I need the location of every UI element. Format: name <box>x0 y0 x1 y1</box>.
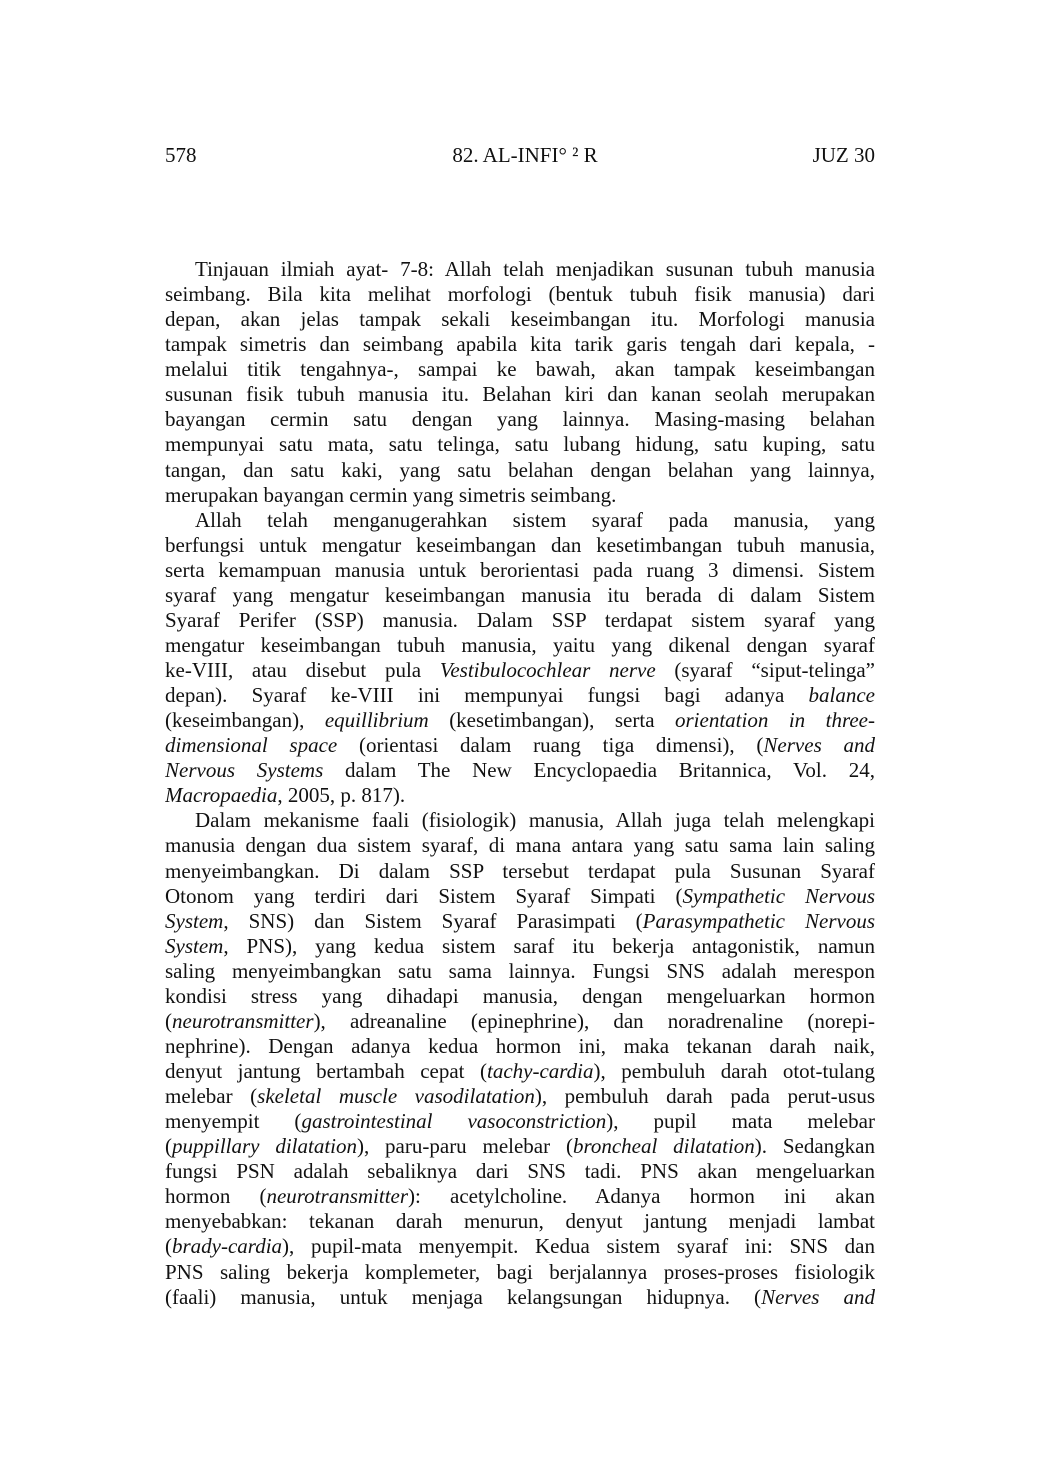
text-span: ( <box>165 1134 172 1159</box>
text-span: manusia dengan dua sistem syaraf, di mana antara yang satu sama lain saling <box>165 833 875 858</box>
italic-term: dimensional space <box>165 733 338 758</box>
italic-term: Nerves and <box>763 733 875 758</box>
text-line <box>165 483 875 508</box>
text-span: denyut jantung bertambah cepat ( <box>165 1059 487 1083</box>
text-span: menyeimbangkan. Di dalam SSP tersebut terdapat pula Susunan Syaraf <box>165 858 875 883</box>
text-line <box>165 458 875 483</box>
text-line <box>165 1009 875 1034</box>
text-span: , 2005, p. 817). <box>277 783 406 808</box>
text-line <box>165 1184 875 1209</box>
text-span: ): acetylcholine. Adanya hormon ini akan <box>408 1184 875 1209</box>
text-span: melebar ( <box>165 1084 258 1109</box>
text-span: ke-VIII, atau disebut pula <box>165 658 440 682</box>
text-line <box>165 407 875 432</box>
text-line <box>165 1260 875 1285</box>
italic-term: Sympathetic Nervous <box>682 883 875 908</box>
text-line <box>165 859 875 884</box>
text-span: berfungsi untuk mengatur keseimbangan dan kesetimbangan tubuh manusia, <box>165 532 875 557</box>
text-line <box>165 307 875 332</box>
italic-term: tachy-cardia <box>487 1059 594 1083</box>
text-span: menyempit ( <box>165 1109 302 1134</box>
text-span: merupakan bayangan cermin yang simetris seimbang. <box>165 482 617 507</box>
text-span: ), pupil mata melebar <box>606 1109 875 1134</box>
text-span: (syaraf “siput-telinga” <box>655 658 875 682</box>
text-span: (faali) manusia, untuk menjaga kelangsungan hidupnya. ( <box>165 1284 762 1309</box>
text-line <box>165 633 875 658</box>
text-span: depan, akan jelas tampak sekali keseimbangan itu. Morfologi manusia <box>165 307 875 332</box>
text-span: (keseimbangan), <box>165 708 325 733</box>
text-span: susunan fisik tubuh manusia itu. Belahan kiri dan kanan seolah merupakan <box>165 382 875 407</box>
running-header <box>165 143 875 171</box>
text-line <box>165 1234 875 1259</box>
text-line <box>165 1134 875 1159</box>
text-line <box>165 558 875 583</box>
text-span: fungsi PSN adalah sebaliknya dari SNS tadi. PNS akan mengeluarkan <box>165 1159 875 1184</box>
italic-term: orientation in three- <box>675 708 875 733</box>
text-line <box>165 382 875 407</box>
text-span: ), pembuluh darah pada perut-usus <box>534 1084 875 1109</box>
text-line <box>165 508 875 533</box>
juz-label: JUZ 30 <box>812 143 875 167</box>
text-line <box>165 332 875 357</box>
text-line <box>165 1285 875 1310</box>
italic-term: System <box>165 933 224 958</box>
text-line <box>165 733 875 758</box>
text-line <box>165 1109 875 1134</box>
text-line <box>165 1034 875 1059</box>
text-line <box>165 608 875 633</box>
text-line <box>165 583 875 608</box>
italic-term: System <box>165 908 224 933</box>
text-span: Tinjauan ilmiah ayat- 7-8: Allah telah menjadikan susunan tubuh manusia <box>195 257 875 281</box>
text-line <box>165 708 875 733</box>
text-span: ( <box>165 1234 172 1259</box>
text-line <box>165 1209 875 1234</box>
paragraph <box>165 808 875 1309</box>
text-line <box>165 683 875 708</box>
text-span: menyebabkan: tekanan darah menurun, denyut jantung menjadi lambat <box>165 1209 875 1234</box>
text-line <box>165 282 875 307</box>
text-span: ), pupil-mata menyempit. Kedua sistem syaraf ini: SNS dan <box>282 1234 875 1259</box>
text-line <box>165 783 875 808</box>
italic-term: brady-cardia <box>172 1234 283 1259</box>
text-span: (orientasi dalam ruang tiga dimensi), ( <box>337 733 764 758</box>
text-span: nephrine). Dengan adanya kedua hormon ini, maka tekanan darah naik, <box>165 1033 875 1058</box>
text-line <box>165 1084 875 1109</box>
italic-term: Parasympathetic Nervous <box>642 908 875 933</box>
text-span: kondisi stress yang dihadapi manusia, dengan mengeluarkan hormon <box>165 983 875 1008</box>
text-span: , PNS), yang kedua sistem saraf itu bekerja antagonistik, namun <box>223 933 875 958</box>
text-span: ( <box>165 1008 172 1033</box>
chapter-title: 82. AL-INFI° ² R <box>452 143 598 167</box>
text-line <box>165 432 875 457</box>
paragraph <box>165 508 875 809</box>
text-span: dalam The New Encyclopaedia Britannica, Vol. 24, <box>323 758 875 783</box>
italic-term: skeletal muscle vasodilatation <box>257 1084 535 1109</box>
italic-term: balance <box>808 683 875 708</box>
text-span: bayangan cermin satu dengan yang lainnya. Masing-masing belahan <box>165 407 875 432</box>
text-span: saling menyeimbangkan satu sama lainnya. Fungsi SNS adalah merespon <box>165 958 875 983</box>
italic-term: equillibrium <box>324 708 429 733</box>
paragraph <box>165 257 875 508</box>
text-span: ), adreanaline (epinephrine), dan noradrenaline (norepi- <box>313 1008 875 1033</box>
text-span: hormon ( <box>165 1184 267 1209</box>
italic-term: neurotransmitter <box>266 1184 409 1209</box>
text-span: , SNS) dan Sistem Syaraf Parasimpati ( <box>223 908 643 933</box>
text-line <box>165 934 875 959</box>
italic-term: neurotransmitter <box>172 1008 314 1033</box>
text-span: PNS saling bekerja komplemeter, bagi berjalannya proses-proses fisiologik <box>165 1259 875 1284</box>
text-line <box>165 1059 875 1084</box>
text-line <box>165 808 875 833</box>
text-span: ), paru-paru melebar ( <box>357 1134 573 1159</box>
text-span: Otonom yang terdiri dari Sistem Syaraf Simpati ( <box>165 883 683 908</box>
italic-term: Nervous Systems <box>165 758 324 783</box>
text-line <box>165 984 875 1009</box>
italic-term: gastrointestinal vasoconstriction <box>301 1109 607 1134</box>
text-line <box>165 909 875 934</box>
text-span: mempunyai satu mata, satu telinga, satu lubang hidung, satu kuping, satu <box>165 432 875 457</box>
text-line <box>165 658 875 683</box>
text-span: syaraf yang mengatur keseimbangan manusia itu berada di dalam Sistem <box>165 582 875 607</box>
text-span: melalui titik tengahnya-, sampai ke bawah, akan tampak keseimbangan <box>165 357 875 382</box>
text-span: depan). Syaraf ke-VIII ini mempunyai fungsi bagi adanya <box>165 683 809 708</box>
italic-term: Vestibulocochlear nerve <box>439 658 656 682</box>
text-span: ). Sedangkan <box>754 1134 875 1159</box>
text-line <box>165 833 875 858</box>
italic-term: Nerves and <box>761 1284 875 1309</box>
page-number: 578 <box>165 143 197 167</box>
text-line <box>165 257 875 282</box>
text-span: mengatur keseimbangan tubuh manusia, yaitu yang dikenal dengan syaraf <box>165 632 875 657</box>
body-text <box>165 257 875 1310</box>
text-span: Dalam mekanisme faali (fisiologik) manusia, Allah juga telah melengkapi <box>195 808 875 833</box>
text-span: ), pembuluh darah otot-tulang <box>593 1059 875 1083</box>
text-span: tampak simetris dan seimbang apabila kita tarik garis tengah dari kepala, - <box>165 332 875 357</box>
text-span: serta kemampuan manusia untuk berorientasi pada ruang 3 dimensi. Sistem <box>165 557 875 582</box>
text-line <box>165 357 875 382</box>
text-line <box>165 959 875 984</box>
text-span: tangan, dan satu kaki, yang satu belahan dengan belahan yang lainnya, <box>165 457 875 482</box>
italic-term: puppillary dilatation <box>172 1134 357 1159</box>
text-span: (kesetimbangan), serta <box>428 708 675 733</box>
text-line <box>165 533 875 558</box>
text-span: Allah telah menganugerahkan sistem syaraf pada manusia, yang <box>195 507 875 532</box>
italic-term: Macropaedia <box>165 783 278 808</box>
text-span: Syaraf Perifer (SSP) manusia. Dalam SSP terdapat sistem syaraf yang <box>165 607 875 632</box>
italic-term: broncheal dilatation <box>572 1134 755 1159</box>
text-line <box>165 758 875 783</box>
text-line <box>165 1159 875 1184</box>
text-line <box>165 884 875 909</box>
text-span: seimbang. Bila kita melihat morfologi (bentuk tubuh fisik manusia) dari <box>165 282 875 307</box>
